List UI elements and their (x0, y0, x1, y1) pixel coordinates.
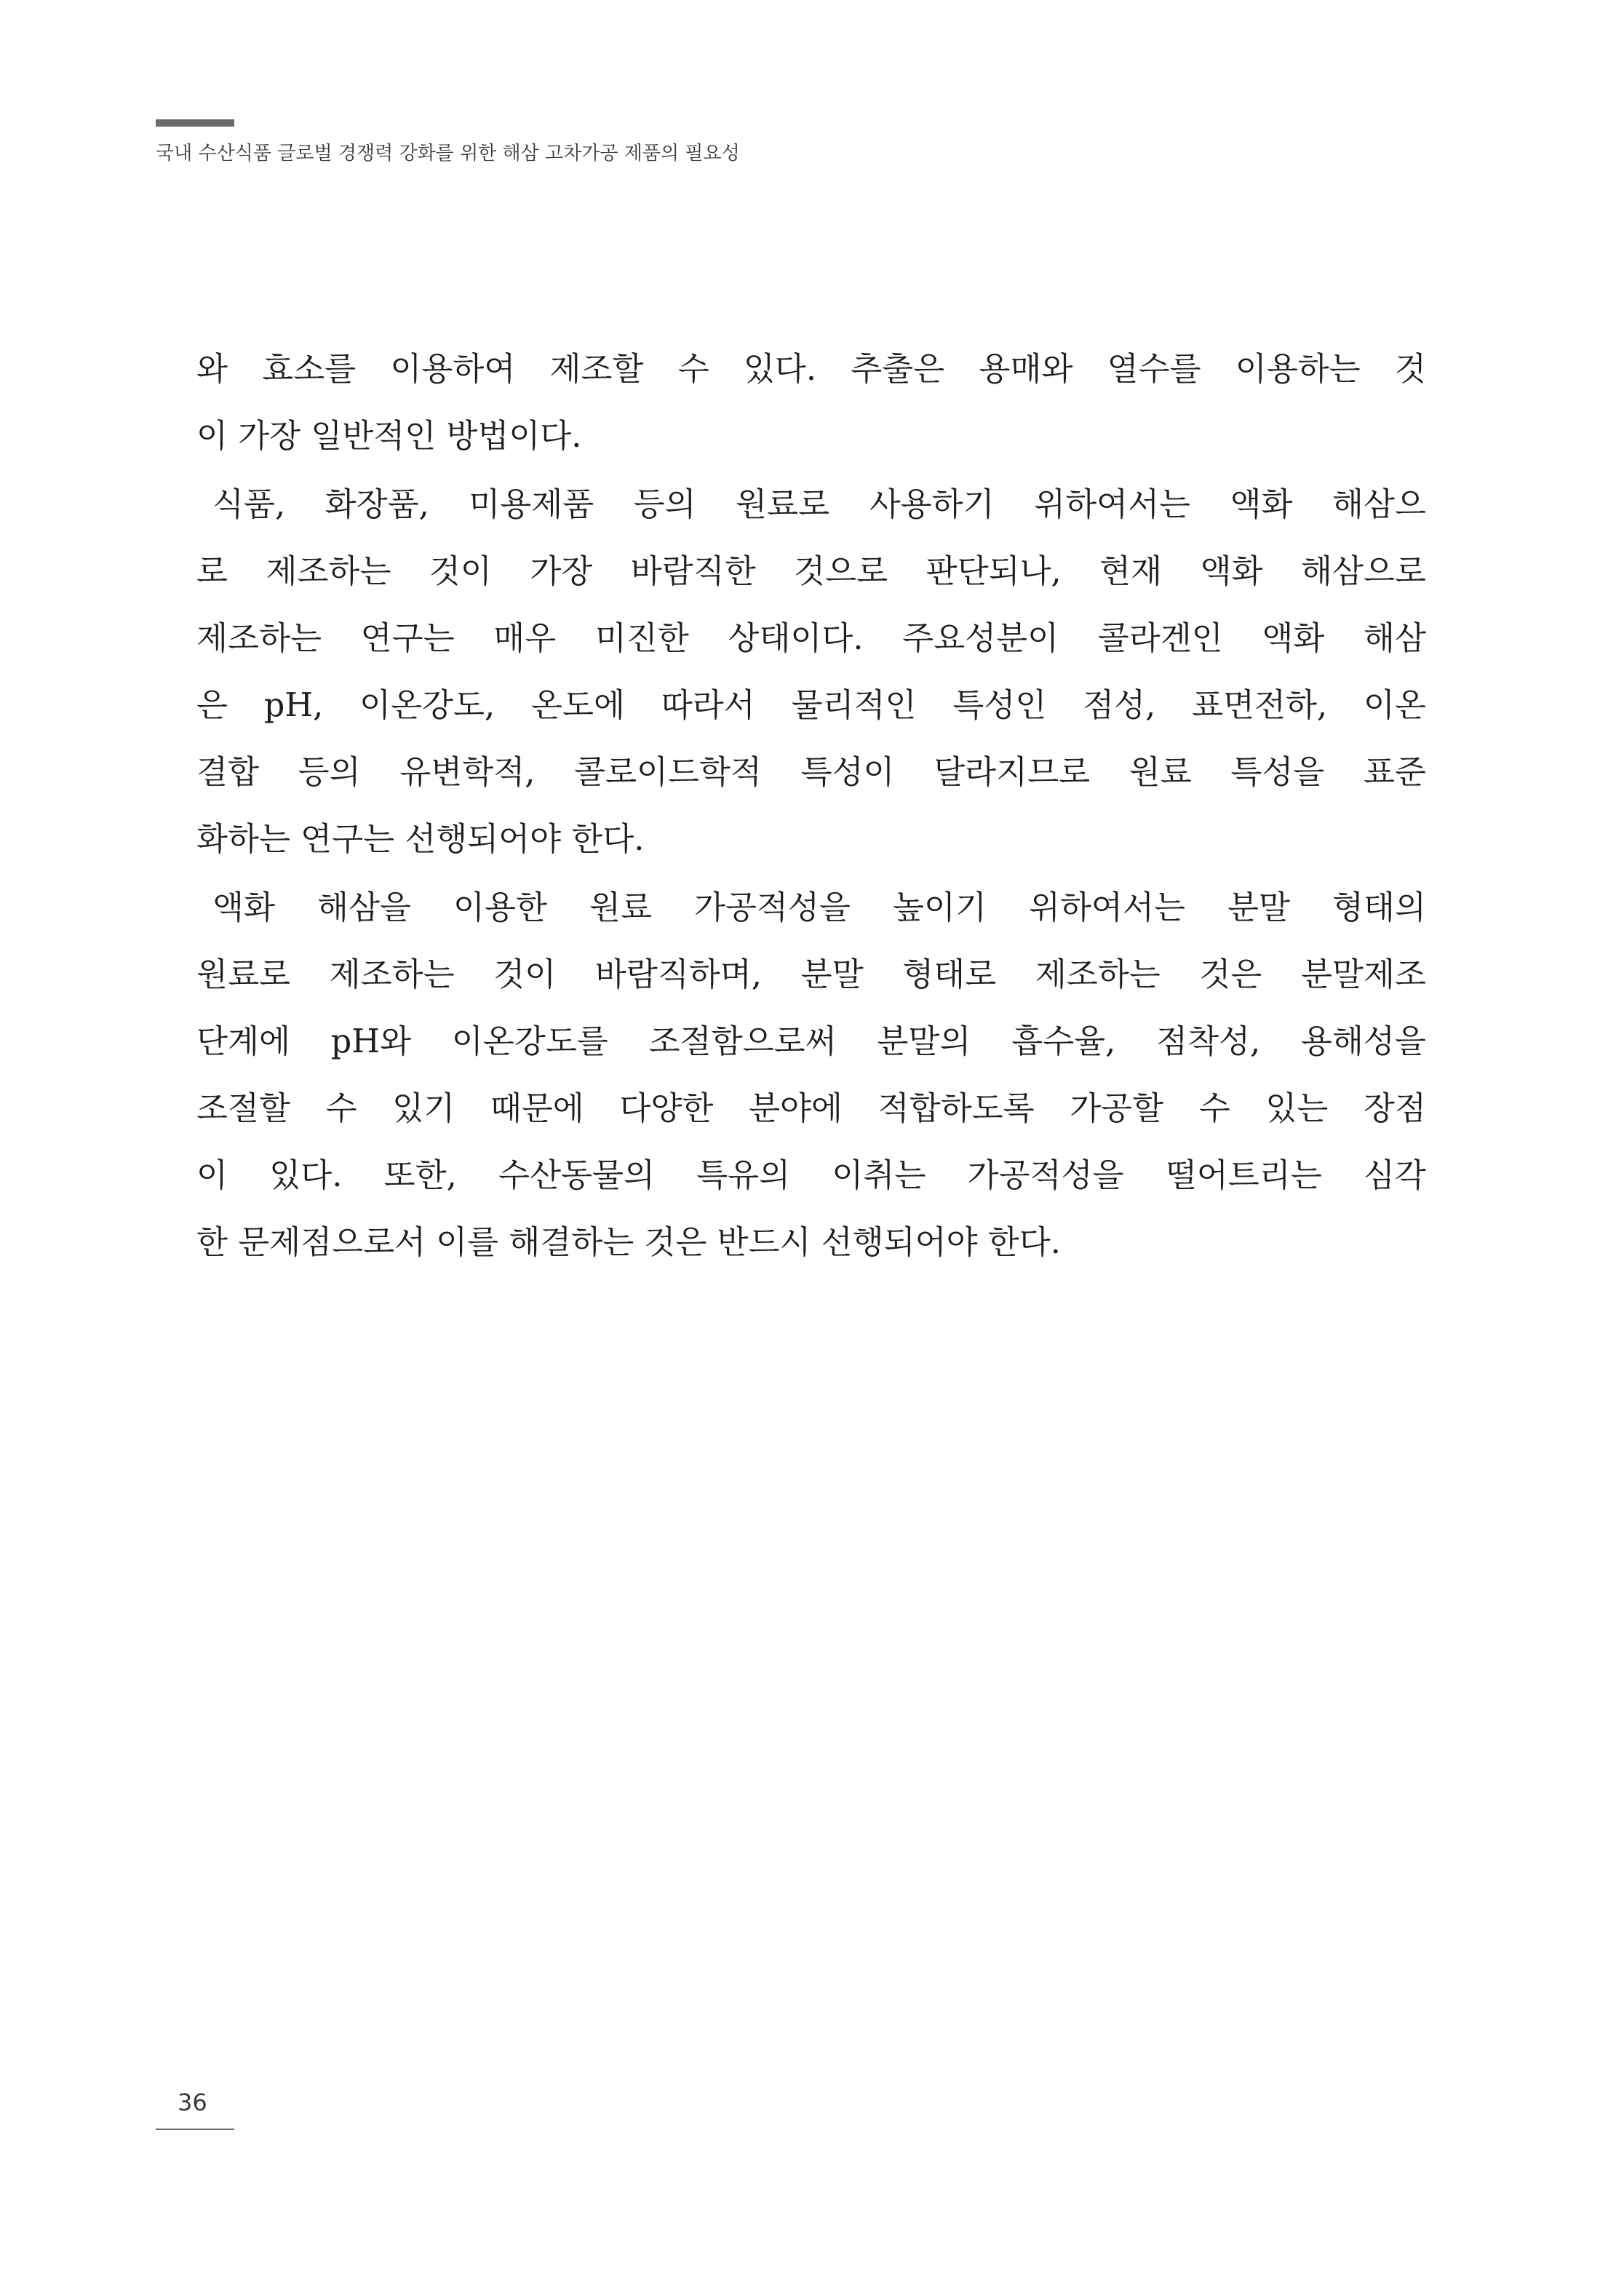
text-line: 원료로 제조하는 것이 바람직하며, 분말 형태로 제조하는 것은 분말제조 (196, 956, 1426, 993)
text-line: 결합 등의 유변학적, 콜로이드학적 특성이 달라지므로 원료 특성을 표준 (196, 754, 1426, 791)
body-text (196, 336, 1426, 1276)
text-line: 액화 해삼을 이용한 원료 가공적성을 높이기 위하여서는 분말 형태의 (212, 889, 1426, 926)
text-line: 한 문제점으로서 이를 해결하는 것은 반드시 선행되어야 한다. (196, 1224, 1061, 1261)
paragraph-3 (196, 875, 1426, 1276)
text-line: 이 가장 일반적인 방법이다. (196, 418, 582, 455)
running-title: 국내 수산식품 글로벌 경쟁력 강화를 위한 해삼 고차가공 제품의 필요성 (156, 143, 740, 164)
paragraph-2 (196, 472, 1426, 873)
text-line: 단계에 pH와 이온강도를 조절함으로써 분말의 흡수율, 점착성, 용해성을 (196, 1023, 1426, 1060)
text-line: 로 제조하는 것이 가장 바람직한 것으로 판단되나, 현재 액화 해삼으로 (196, 553, 1426, 590)
footer-rule (156, 2129, 234, 2130)
text-line: 제조하는 연구는 매우 미진한 상태이다. 주요성분이 콜라겐인 액화 해삼 (196, 620, 1426, 657)
text-line: 조절할 수 있기 때문에 다양한 분야에 적합하도록 가공할 수 있는 장점 (196, 1090, 1426, 1127)
header-accent-bar (156, 119, 234, 127)
text-line: 식품, 화장품, 미용제품 등의 원료로 사용하기 위하여서는 액화 해삼으 (212, 486, 1426, 523)
page-number: 36 (178, 2089, 207, 2116)
paragraph-1 (196, 336, 1426, 470)
text-line: 와 효소를 이용하여 제조할 수 있다. 추출은 용매와 열수를 이용하는 것 (196, 351, 1426, 388)
text-line: 화하는 연구는 선행되어야 한다. (196, 821, 645, 858)
text-line: 은 pH, 이온강도, 온도에 따라서 물리적인 특성인 점성, 표면전하, 이온 (196, 687, 1426, 724)
text-line: 이 있다. 또한, 수산동물의 특유의 이취는 가공적성을 떨어트리는 심각 (196, 1157, 1426, 1194)
